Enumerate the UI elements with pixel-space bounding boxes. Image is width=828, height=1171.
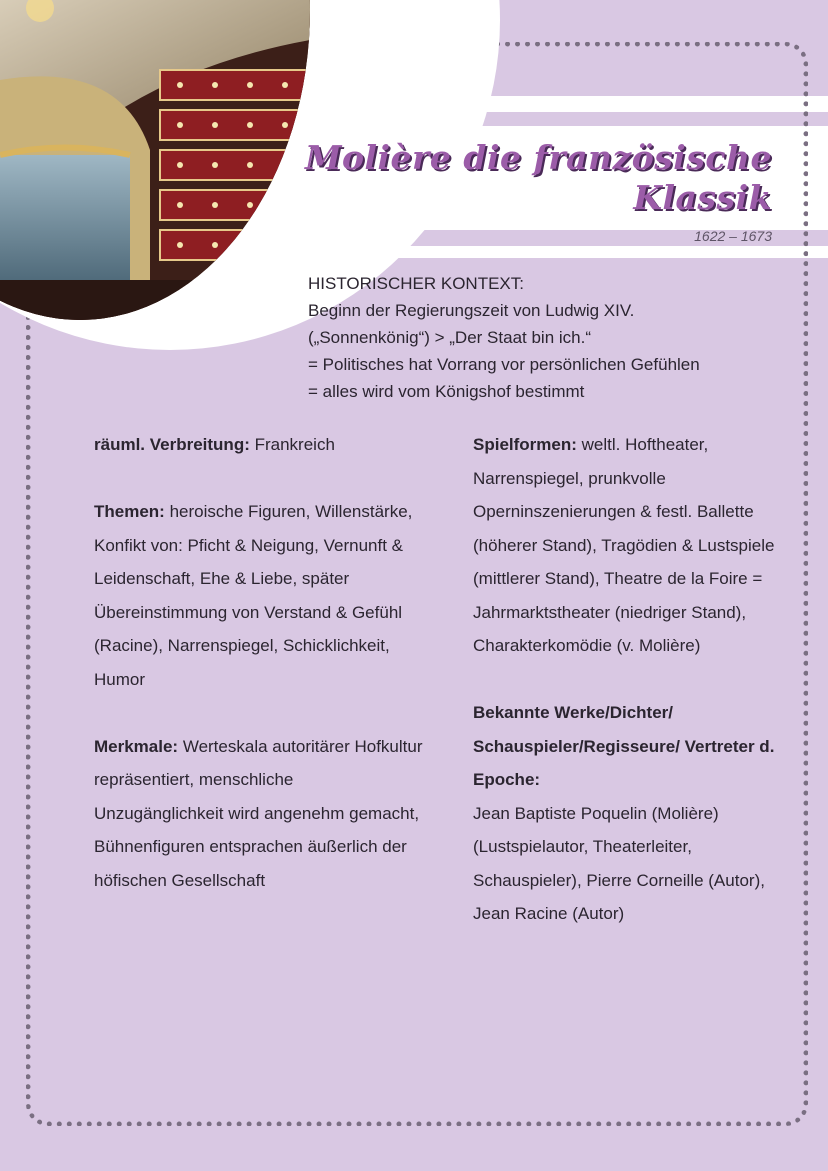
historical-context [308,270,778,405]
verbreitung-label: räuml. Verbreitung: [94,435,250,454]
context-line-4: = alles wird vom Königshof bestimmt [308,382,585,401]
epoch-dates: 1622 – 1673 [694,228,772,244]
section-merkmale [94,730,424,898]
context-line-2: („Sonnenkönig“) > „Der Staat bin ich.“ [308,328,591,347]
title-line-1: Molière die französische [304,138,772,177]
page-title [302,138,772,218]
context-heading: HISTORISCHER KONTEXT: [308,274,524,293]
section-spielformen [473,428,778,663]
section-verbreitung [94,428,424,462]
section-werke [473,696,778,931]
themen-text: heroische Figuren, Willenstärke, Konfikt von: Pficht & Neigung, Vernunft & Leidenschaft, Ehe & Liebe, später Übereinstimmung von Verstand & Gefühl (Racine), Narrenspiegel, Schicklichkeit, Humor [94,502,413,689]
spielformen-label: Spielformen: [473,435,577,454]
merkmale-label: Merkmale: [94,736,179,756]
werke-label: Bekannte Werke/Dichter/ Schauspieler/Regisseure/ Vertreter d. Epoche: [473,703,775,789]
title-line-2: Klassik [633,178,772,217]
context-line-1: Beginn der Regierungszeit von Ludwig XIV. [308,301,635,320]
context-line-3: = Politisches hat Vorrang vor persönlichen Gefühlen [308,355,700,374]
themen-label: Themen: [94,502,165,521]
werke-text: Jean Baptiste Poquelin (Molière) (Lustspielautor, Theaterleiter, Schauspieler), Pierre Corneille (Autor), Jean Racine (Autor) [473,803,765,923]
opera-house-illustration [0,0,310,320]
merkmale-text: Werteskala autoritärer Hofkultur repräsentiert, menschliche Unzugänglichkeit wird angenehm gemacht, Bühnenfiguren entsprachen äußerlich der höfischen Gesellschaft [94,736,423,890]
section-themen [94,495,424,696]
spielformen-text: weltl. Hoftheater, Narrenspiegel, prunkvolle Operninszenierungen & festl. Ballette (höherer Stand), Tragödien & Lustspiele (mittlerer Stand), Theatre de la Foire = Jahrmarktstheater (niedriger Stand), Charakterkomödie (v. Molière) [473,435,775,655]
verbreitung-text: Frankreich [249,435,335,454]
right-column [473,428,778,964]
left-column [94,428,424,931]
opera-house-photo [0,0,310,320]
